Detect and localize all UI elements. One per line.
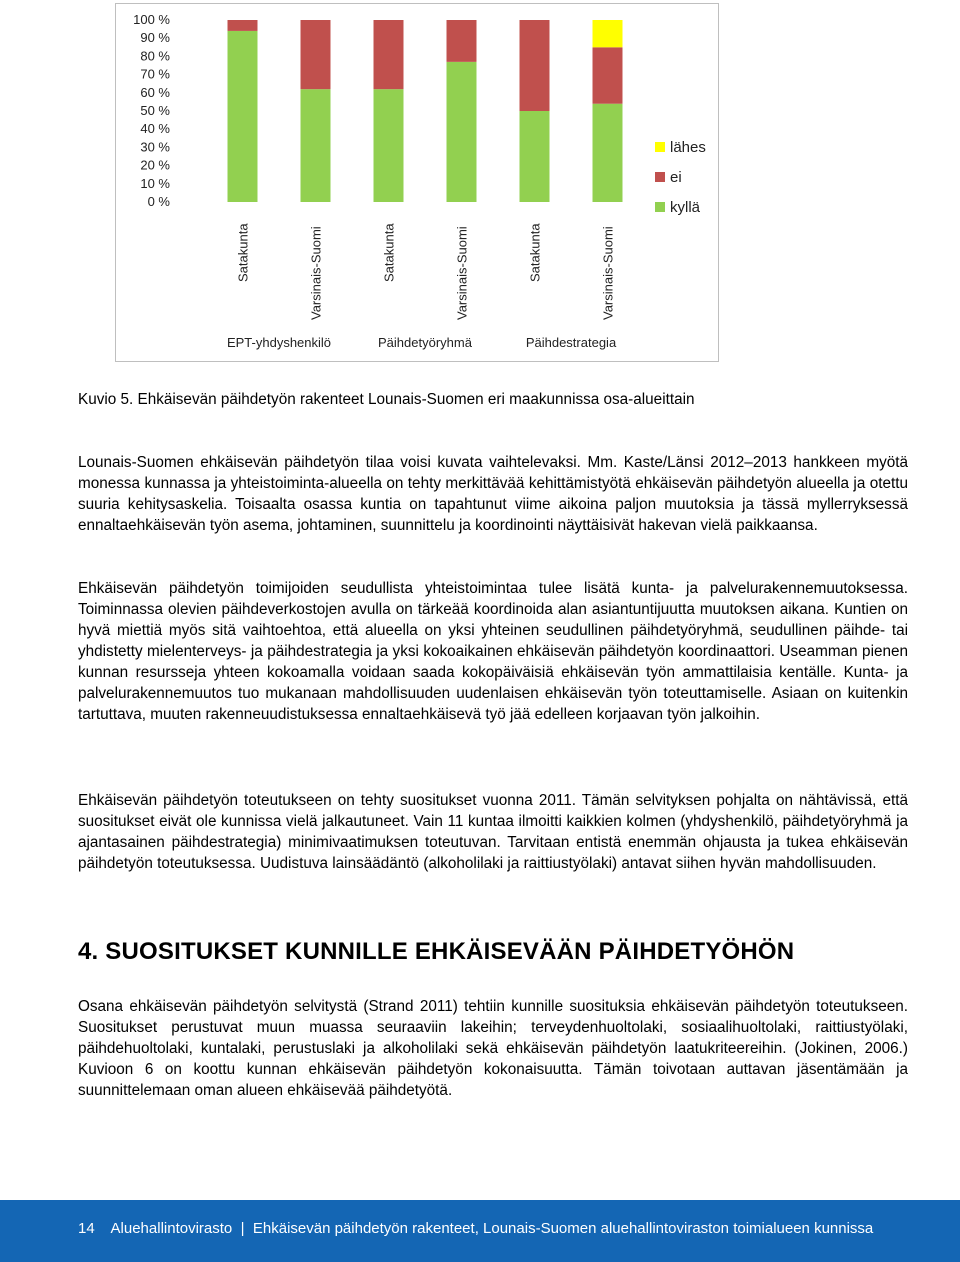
footer-org: Aluehallintovirasto xyxy=(110,1220,233,1237)
legend-swatch xyxy=(655,142,665,152)
bar-segment-ei xyxy=(447,20,477,62)
y-tick-label: 40 % xyxy=(140,121,170,137)
x-category-label: Varsinais-Suomi xyxy=(600,226,616,320)
y-tick-label: 20 % xyxy=(140,157,170,173)
bar-segment-ei xyxy=(301,20,331,89)
paragraph-4: Osana ehkäisevän päihdetyön selvitystä (Strand 2011) tehtiin kunnille suosituksia ehkäisevän päihdetyön toteutukseen. Suositukset perustuvat muun muassa seuraaviin lakeihin; terveydenhuoltolaki, sosiaalihuoltolaki, raittiustyölaki, päihdehuoltolaki, kuntalaki, perustuslaki ja alkoholilaki sekä ehkäisevän päihdetyön laatukriteereihin. (Jokinen, 2006.) Kuvioon 6 on koottu kunnan ehkäisevän päihdetyön kokonaisuutta. Tämän toivotaan auttavan jäsentämään ja suunnittelemaan oman alueen ehkäisevää päihdetyötä. xyxy=(78,998,908,1099)
group-label: Päihdetyöryhmä xyxy=(378,335,472,350)
legend-label: ei xyxy=(670,169,682,186)
y-tick-label: 30 % xyxy=(140,139,170,155)
paragraph-3: Ehkäisevän päihdetyön toteutukseen on tehty suositukset vuonna 2011. Tämän selvityksen pohjalta on nähtävissä, että suositukset eivät ole kunnissa vielä jalkautuneet. Vain 11 kuntaa ilmoitti kaikkien kolmen (yhdyshenkilö, päihdetyöryhmä ja ajantasainen päihdestrategia) minimivaatimuksen toteutuvan. Tarvitaan entistä enemmän ohjausta ja tukea ehkäisevän päihdetyön toteutuksessa. Uudistuva lainsäädäntö (alkoholilaki ja raittiustyölaki) antavat siihen hyvän mahdollisuuden. xyxy=(78,792,908,872)
page-number: 14 xyxy=(78,1220,95,1237)
x-category-label: Satakunta xyxy=(527,223,543,282)
group-label: Päihdestrategia xyxy=(525,335,617,350)
bar-segment-ei xyxy=(228,20,258,31)
footer-line xyxy=(78,1220,873,1237)
x-category-label: Satakunta xyxy=(381,223,397,282)
legend-label: lähes xyxy=(670,139,706,156)
y-tick-label: 90 % xyxy=(140,30,170,46)
legend-label: kyllä xyxy=(670,199,701,216)
bars xyxy=(228,20,623,202)
bar-segment-kyllä xyxy=(447,62,477,202)
y-tick-label: 70 % xyxy=(140,66,170,82)
y-tick-label: 10 % xyxy=(140,175,170,191)
y-tick-label: 0 % xyxy=(147,194,170,209)
footer-separator: | xyxy=(240,1220,245,1237)
bar-segment-ei xyxy=(374,20,404,89)
bar-segment-kyllä xyxy=(593,104,623,202)
group-label: EPT-yhdyshenkilö xyxy=(226,335,332,350)
bar-segment-lähes xyxy=(593,20,623,47)
bar-segment-kyllä xyxy=(520,111,550,202)
bar-segment-kyllä xyxy=(374,89,404,202)
legend-swatch xyxy=(655,202,665,212)
y-tick-label: 100 % xyxy=(133,12,170,27)
legend xyxy=(655,139,706,216)
x-category-label: Satakunta xyxy=(235,223,251,282)
bar-segment-kyllä xyxy=(301,89,331,202)
page-footer xyxy=(0,1200,960,1262)
figure-caption: Kuvio 5. Ehkäisevän päihdetyön rakenteet Lounais-Suomen eri maakunnissa osa-alueittain xyxy=(78,391,695,408)
paragraph-2: Ehkäisevän päihdetyön toimijoiden seudullista yhteistoimintaa tulee lisätä kunta- ja palvelurakennemuutoksessa. Toiminnassa olevien päihdeverkostojen avulla on tärkeää koordinoida alan asiantuntijuutta muutoksen aikana. Kuntien on hyvä miettiä myös sitä vaihtoehtoa, että alueella on yksi yhteinen seudullinen päihdetyöryhmä, seudullinen päihde- tai yhdistetty mielenterveys- ja päihdestrategia ja yksi kokoaikainen ehkäisevän päihdetyön koordinaattori. Useamman pienen kunnan resursseja yhteen kokoamalla voidaan saada kokopäiväisiä ehkäisevän työn ammattilaisia kentälle. Kunta- ja palvelurakennemuutos tuo mukanaan mahdollisuuden uudenlaisen ehkäisevän työn toteuttamiselle. Asiaan on kuitenkin tartuttava, muuten rakenneuudistuksessa ennaltaehkäisevä työ jää edelleen korjaavan työn jalkoihin. xyxy=(78,580,908,723)
x-axis-labels xyxy=(236,223,616,320)
group-labels xyxy=(227,335,617,350)
footer-title: Ehkäisevän päihdetyön rakenteet, Lounais-Suomen aluehallintoviraston toimialueen kunnissa xyxy=(252,1220,874,1237)
legend-swatch xyxy=(655,172,665,182)
y-tick-label: 80 % xyxy=(140,48,170,64)
section-heading: 4. SUOSITUKSET KUNNILLE EHKÄISEVÄÄN PÄIHDETYÖHÖN xyxy=(78,938,795,965)
y-tick-label: 50 % xyxy=(140,103,170,118)
y-axis-ticks xyxy=(133,12,170,209)
paragraph-1: Lounais-Suomen ehkäisevän päihdetyön tilaa voisi kuvata vaihtelevaksi. Mm. Kaste/Länsi 2012–2013 hankkeen myötä monessa kunnassa ja yhteistoiminta-alueella on tehty merkittävää kehittämistyötä ehkäisevän päihdetyön alueella ja otettu suuria kehitysaskelia. Toisaalta osassa kuntia on tapahtunut viime aikoina paljon muutoksia ja tässä myllerryksessä ennaltaehkäisevän työn asema, johtaminen, suunnittelu ja koordinointi näyttäisivät hakevan vielä paikkaansa. xyxy=(78,454,908,534)
chart-frame xyxy=(115,3,719,362)
x-category-label: Varsinais-Suomi xyxy=(308,226,324,320)
bar-segment-kyllä xyxy=(228,31,258,202)
stacked-bar-chart xyxy=(116,4,718,361)
y-tick-label: 60 % xyxy=(140,84,170,100)
bar-segment-ei xyxy=(593,47,623,103)
x-category-label: Varsinais-Suomi xyxy=(454,226,470,320)
bar-segment-ei xyxy=(520,20,550,111)
